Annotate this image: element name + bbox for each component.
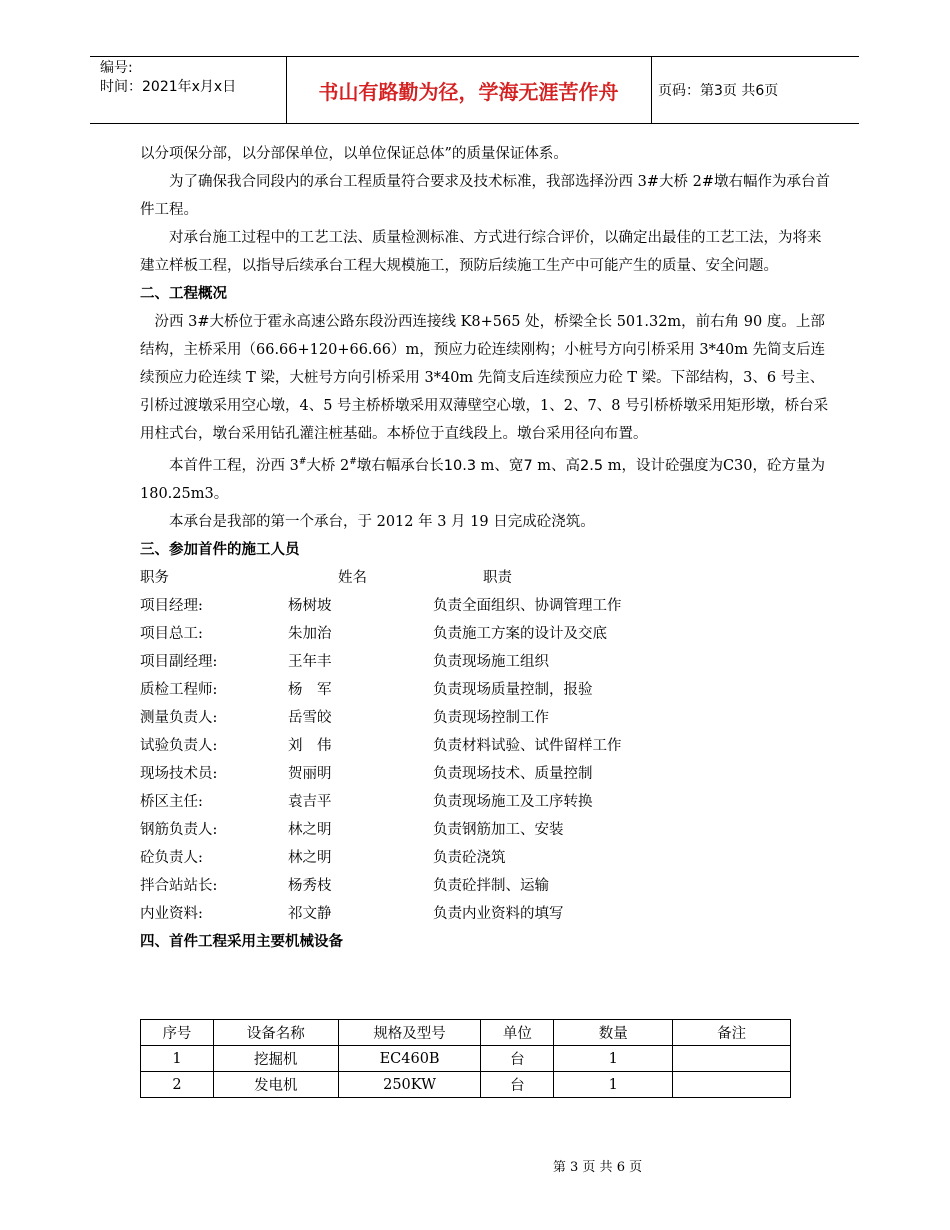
- serial-label: 编号:: [100, 60, 133, 76]
- person-duty: 负责砼浇筑: [433, 849, 506, 866]
- person-name: 杨树坡: [288, 597, 332, 614]
- date-label: 时间：2021年x月x日: [100, 79, 237, 95]
- person-duty: 负责现场施工及工序转换: [433, 793, 593, 810]
- person-name: 岳雪皎: [288, 709, 332, 726]
- person-duty: 负责现场控制工作: [433, 709, 549, 726]
- footer-page-number: 第 3 页 共 6 页: [552, 1160, 643, 1175]
- text-run: m、高: [532, 457, 581, 474]
- equipment-table-body: [141, 1020, 791, 1098]
- person-duty: 负责全面组织、协调管理工作: [433, 597, 622, 614]
- personnel-row: [140, 872, 830, 900]
- col-role-header: 职务: [140, 569, 169, 586]
- paragraph: 本承台是我部的第一个承台，于 2012 年 3 月 19 日完成砼浇筑。: [169, 513, 595, 530]
- person-role: 测量负责人:: [140, 709, 218, 726]
- table-cell: 台: [481, 1072, 554, 1098]
- table-cell: 250KW: [338, 1072, 481, 1098]
- person-role: 拌合站站长:: [140, 877, 218, 894]
- person-role: 项目总工:: [140, 625, 203, 642]
- personnel-row: [140, 648, 830, 676]
- table-cell: 2: [141, 1072, 214, 1098]
- paragraph: 对承台施工过程中的工艺工法、质量检测标准、方式进行综合评价，以确定出最佳的工艺工法，为将来建立样板工程，以指导后续承台工程大规模施工，预防后续施工生产中可能产生的质量、安全问题。: [140, 230, 822, 274]
- paragraph: 为了确保我合同段内的承台工程质量符合要求及技术标准，我部选择汾西 3#大桥 2#墩右幅作为承台首件工程。: [140, 174, 830, 218]
- section-heading: 三、参加首件的施工人员: [140, 541, 300, 558]
- table-cell: 1: [554, 1046, 673, 1072]
- superscript: #: [349, 457, 357, 467]
- personnel-row: [140, 620, 830, 648]
- page-footer: [0, 1156, 950, 1175]
- col-duty-header: 职责: [483, 569, 512, 586]
- dimension-width: 7: [523, 457, 533, 474]
- personnel-list: [140, 592, 830, 928]
- personnel-row: [140, 900, 830, 928]
- text-run: m，设计砼强度为C30，砼方量为180.25m3。: [140, 457, 825, 502]
- page-header: [90, 56, 859, 124]
- table-cell: 数量: [554, 1020, 673, 1046]
- person-name: 林之明: [288, 821, 332, 838]
- person-role: 试验负责人:: [140, 737, 218, 754]
- person-name: 祁文静: [288, 905, 332, 922]
- personnel-row: [140, 592, 830, 620]
- paragraph: [140, 448, 830, 508]
- header-page-info: 页码：第3页 共6页: [658, 83, 779, 99]
- person-role: 现场技术员:: [140, 765, 218, 782]
- table-row: [141, 1072, 791, 1098]
- text-run: 大桥 2: [306, 457, 350, 474]
- dimension-length: 10.3: [443, 457, 477, 474]
- table-cell: 挖掘机: [213, 1046, 338, 1072]
- person-duty: 负责现场施工组织: [433, 653, 549, 670]
- table-cell: 发电机: [213, 1072, 338, 1098]
- person-role: 内业资料:: [140, 905, 203, 922]
- person-role: 钢筋负责人:: [140, 821, 218, 838]
- person-duty: 负责内业资料的填写: [433, 905, 564, 922]
- section-heading: 二、工程概况: [140, 286, 227, 302]
- table-cell: 1: [554, 1072, 673, 1098]
- person-role: 质检工程师:: [140, 681, 218, 698]
- equipment-table: [140, 1019, 791, 1098]
- table-cell: 设备名称: [213, 1020, 338, 1046]
- header-meta: [100, 59, 236, 97]
- personnel-row: [140, 760, 830, 788]
- table-cell: 单位: [481, 1020, 554, 1046]
- table-row: [141, 1046, 791, 1072]
- text-run: 本首件工程，汾西 3: [169, 457, 299, 474]
- table-cell: [673, 1046, 791, 1072]
- text-run: 墩右幅承台长: [356, 457, 444, 474]
- person-duty: 负责钢筋加工、安装: [433, 821, 564, 838]
- col-name-header: 姓名: [338, 569, 367, 586]
- table-cell: 规格及型号: [338, 1020, 481, 1046]
- person-role: 桥区主任:: [140, 793, 203, 810]
- superscript: #: [298, 457, 307, 467]
- person-name: 刘 伟: [288, 737, 332, 754]
- table-cell: 备注: [673, 1020, 791, 1046]
- table-cell: 1: [141, 1046, 214, 1072]
- personnel-row: [140, 844, 830, 872]
- person-duty: 负责材料试验、试件留样工作: [433, 737, 622, 754]
- person-duty: 负责现场技术、质量控制: [433, 765, 593, 782]
- person-role: 项目经理:: [140, 597, 203, 614]
- table-cell: 台: [481, 1046, 554, 1072]
- personnel-row: [140, 816, 830, 844]
- person-role: 项目副经理:: [140, 653, 218, 670]
- personnel-row: [140, 732, 830, 760]
- personnel-row: [140, 676, 830, 704]
- person-name: 贺丽明: [288, 765, 332, 782]
- person-name: 杨 军: [288, 681, 332, 698]
- person-duty: 负责施工方案的设计及交底: [433, 625, 607, 642]
- personnel-header: [140, 564, 830, 592]
- person-name: 杨秀枝: [288, 877, 332, 894]
- person-name: 袁吉平: [288, 793, 332, 810]
- person-name: 王年丰: [288, 653, 332, 670]
- paragraph: 以分项保分部，以分部保单位，以单位保证总体”的质量保证体系。: [140, 146, 568, 162]
- personnel-row: [140, 704, 830, 732]
- header-divider: [651, 57, 652, 123]
- table-cell: 序号: [141, 1020, 214, 1046]
- person-duty: 负责现场质量控制，报验: [433, 681, 593, 698]
- person-name: 朱加治: [288, 625, 332, 642]
- table-cell: [673, 1072, 791, 1098]
- paragraph: 汾西 3#大桥位于霍永高速公路东段汾西连接线 K8+565 处，桥梁全长 501.32m，前右角 90 度。上部结构，主桥采用（66.66+120+66.66）m，预应力砼连续刚构；小桩号方向引桥采用 3*40m 先简支后连续预应力砼连续 T 梁，大桩号方向引桥采用 3*40m 先简支后连续预应力砼 T 梁。下部结构，3、6 号主、引桥过渡墩采用空心墩，4、5 号主桥桥墩采用双薄壁空心墩，1、2、7、8 号引桥桥墩采用矩形墩，桥台采用柱式台，墩台采用钻孔灌注桩基础。本桥位于直线段上。墩台采用径向布置。: [140, 314, 829, 442]
- section-heading: 四、首件工程采用主要机械设备: [140, 933, 343, 950]
- document-body: [140, 140, 830, 956]
- table-header-row: [141, 1020, 791, 1046]
- person-name: 林之明: [288, 849, 332, 866]
- header-motto: 书山有路勤为径，学海无涯苦作舟: [318, 79, 619, 104]
- dimension-height: 2.5: [580, 457, 604, 474]
- text-run: m、宽: [476, 457, 524, 474]
- personnel-row: [140, 788, 830, 816]
- table-cell: EC460B: [338, 1046, 481, 1072]
- person-role: 砼负责人:: [140, 849, 203, 866]
- person-duty: 负责砼拌制、运输: [433, 877, 549, 894]
